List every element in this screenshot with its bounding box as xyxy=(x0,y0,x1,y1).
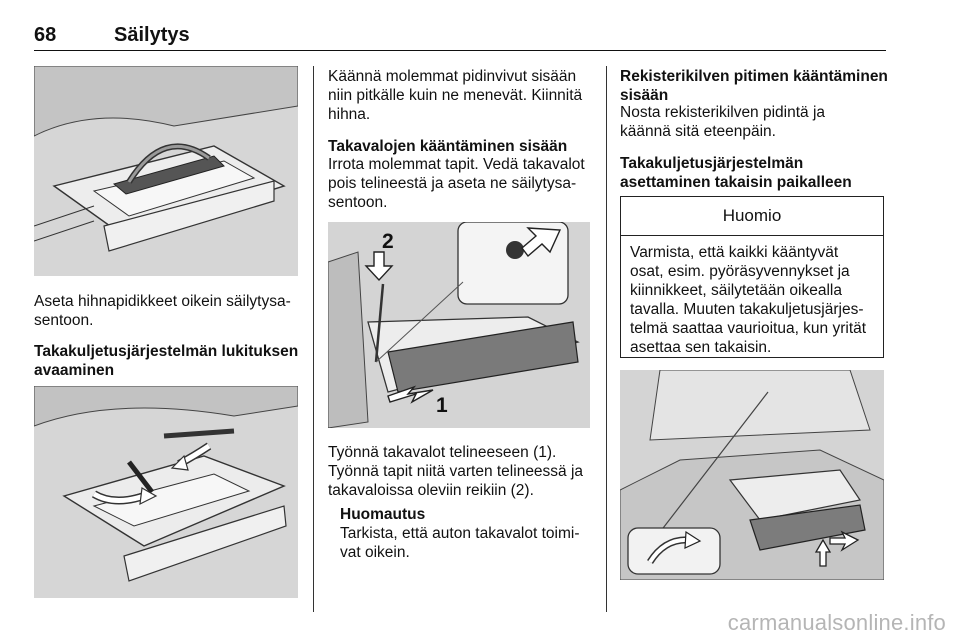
illustration-strap-holders xyxy=(34,66,298,276)
callout-1: 1 xyxy=(436,394,448,417)
column-divider-2 xyxy=(606,66,607,612)
heading-license-plate: Rekisterikilven pitimen kääntäminen sisään xyxy=(620,68,888,104)
page-header xyxy=(34,24,886,51)
illustration-lever-rotation xyxy=(34,386,298,598)
caption-strap-holders: Aseta hihnapidikkeet oikein säilytysa- sentoon. xyxy=(34,293,291,329)
callout-2: 2 xyxy=(382,230,394,253)
illustration-taillight-mount xyxy=(328,222,590,428)
heading-reinsert-carrier: Takakuljetusjärjestelmän asettaminen takaisin paikalleen xyxy=(620,155,852,191)
para-insert-taillights: Työnnä takavalot telineeseen (1). Työnnä tapit niitä varten telineessä ja takavaloissa oleviin reikiin (2). xyxy=(328,444,584,499)
notice-title: Huomio xyxy=(621,197,883,236)
intro-levers: Käännä molemmat pidinvivut sisään niin pitkälle kuin ne menevät. Kiinnitä hihna. xyxy=(328,68,583,123)
watermark: carmanualsonline.info xyxy=(727,610,946,635)
heading-unlock-carrier: Takakuljetusjärjestelmän lukituksen avaaminen xyxy=(34,343,299,379)
section-title: Säilytys xyxy=(114,24,190,46)
note-title: Huomautus xyxy=(340,506,426,523)
para-license-plate: Nosta rekisterikilven pidintä ja käännä sitä eteenpäin. xyxy=(620,104,826,140)
note-check-lights: Huomautus Tarkista, että auton takavalot toimi- vat oikein. xyxy=(340,505,602,562)
column-divider-1 xyxy=(313,66,314,612)
page-number: 68 xyxy=(34,24,57,46)
notice-body: Varmista, että kaikki kääntyvät osat, esim. pyöräsyvennykset ja kiinnikkeet, säilytetään oikealla tavalla. Muuten takakuljetusjärjes- telmä saattaa vaurioitua, kun yrität asettaa sen takaisin. xyxy=(630,244,867,356)
para-remove-pins: Irrota molemmat tapit. Vedä takavalot pois telineestä ja aseta ne säilytysa- sentoon. xyxy=(328,156,585,211)
heading-taillights: Takavalojen kääntäminen sisään xyxy=(328,138,568,155)
illustration-reinsert-carrier xyxy=(620,370,884,580)
notice-box xyxy=(620,196,884,358)
